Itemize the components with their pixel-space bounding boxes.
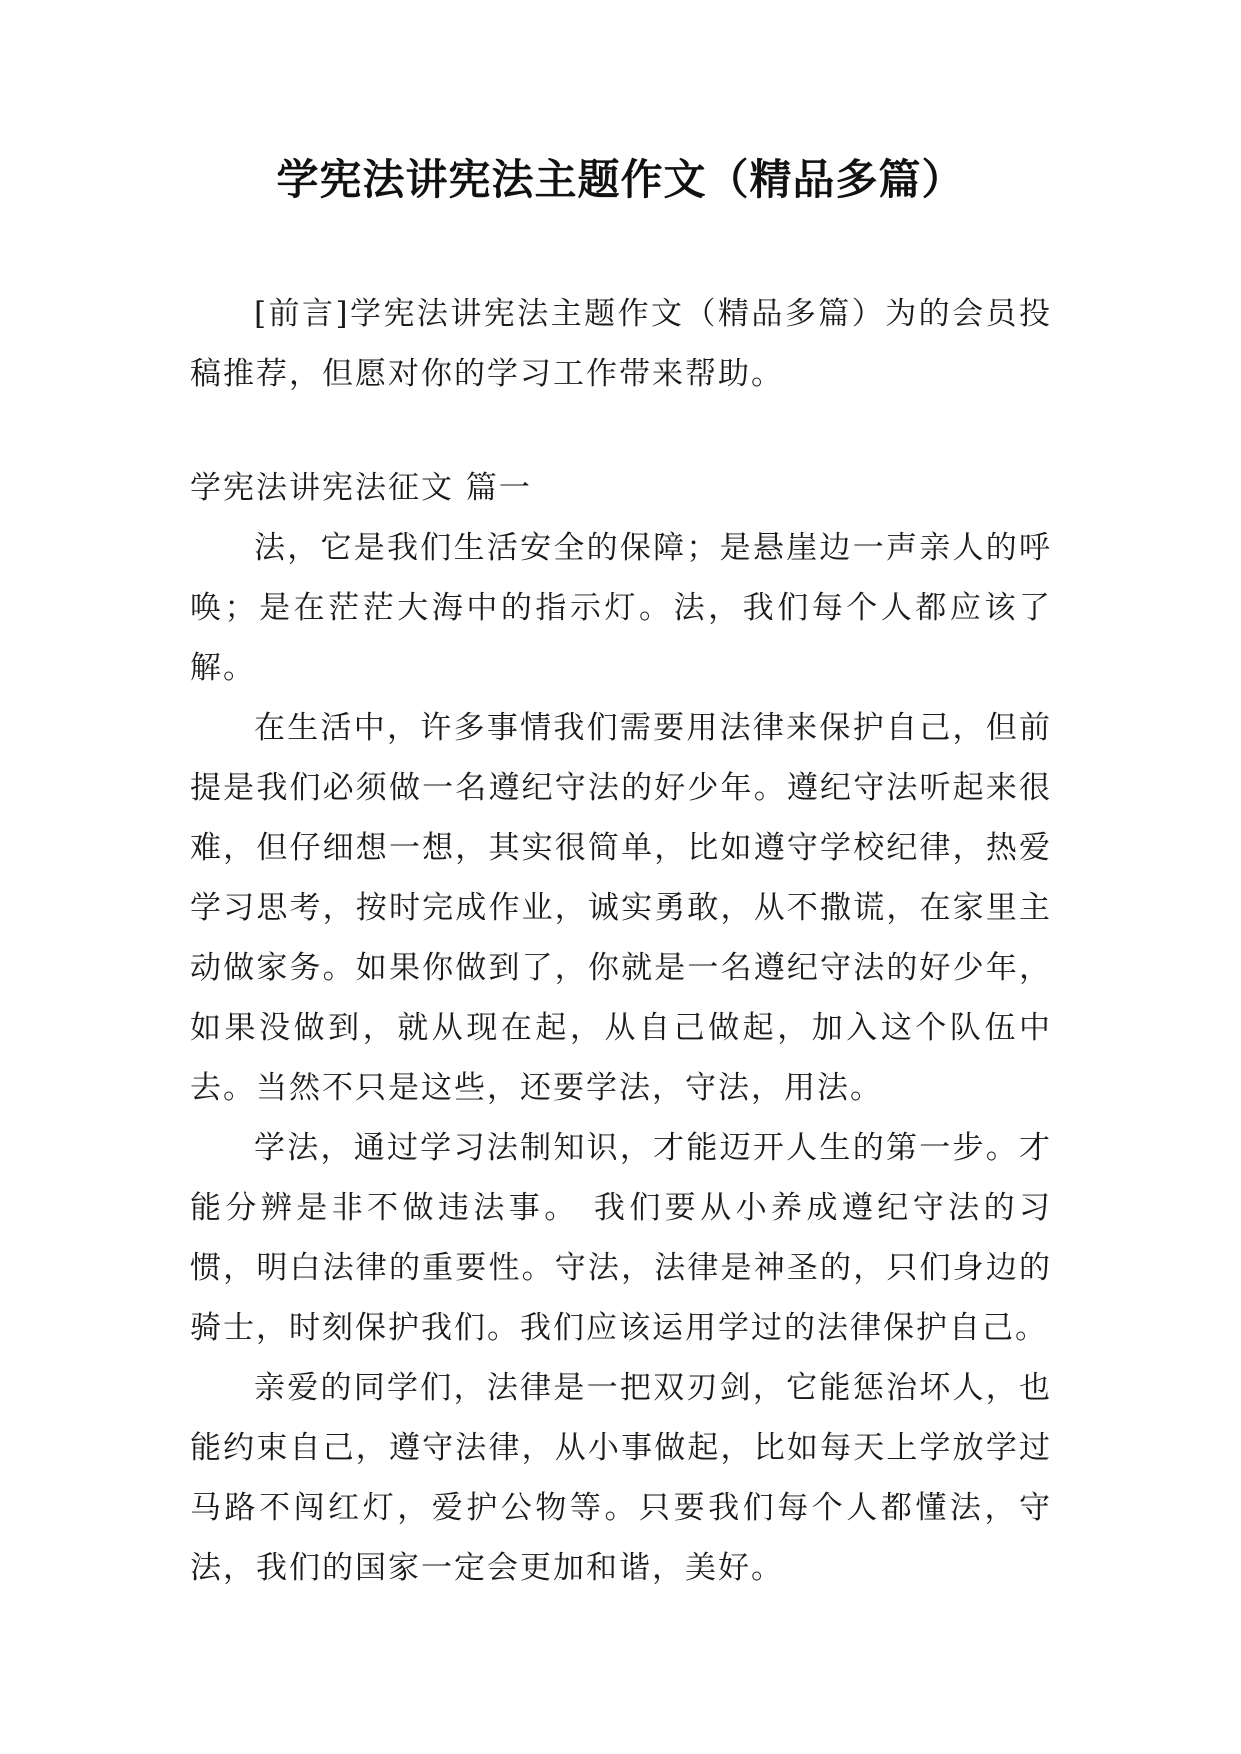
preface-paragraph: [前言]学宪法讲宪法主题作文（精品多篇）为的会员投稿推荐，但愿对你的学习工作带来帮助。 (190, 296, 1052, 392)
body-paragraph: 在生活中，许多事情我们需要用法律来保护自己，但前提是我们必须做一名遵纪守法的好少年。遵纪守法听起来很难，但仔细想一想，其实很简单，比如遵守学校纪律，热爱学习思考，按时完成作业，诚实勇敢，从不撒谎，在家里主动做家务。如果你做到了，你就是一名遵纪守法的好少年，如果没做到，就从现在起，从自己做起，加入这个队伍中去。当然不只是这些，还要学法，守法，用法。 (190, 710, 1052, 1106)
body-paragraph: 亲爱的同学们，法律是一把双刃剑，它能惩治坏人，也能约束自己，遵守法律，从小事做起，比如每天上学放学过马路不闯红灯，爱护公物等。只要我们每个人都懂法，守法，我们的国家一定会更加和谐，美好。 (190, 1370, 1052, 1586)
section-body (190, 518, 1052, 1598)
section-heading: 学宪法讲宪法征文 篇一 (190, 470, 532, 506)
body-paragraph: 法，它是我们生活安全的保障；是悬崖边一声亲人的呼唤；是在茫茫大海中的指示灯。法，我们每个人都应该了解。 (190, 530, 1052, 686)
document-title: 学宪法讲宪法主题作文（精品多篇） (276, 155, 965, 204)
body-paragraph: 学法，通过学习法制知识，才能迈开人生的第一步。才能分辨是非不做违法事。 我们要从小养成遵纪守法的习惯，明白法律的重要性。守法，法律是神圣的，只们身边的骑士，时刻保护我们。我们应该运用学过的法律保护自己。 (190, 1130, 1052, 1346)
